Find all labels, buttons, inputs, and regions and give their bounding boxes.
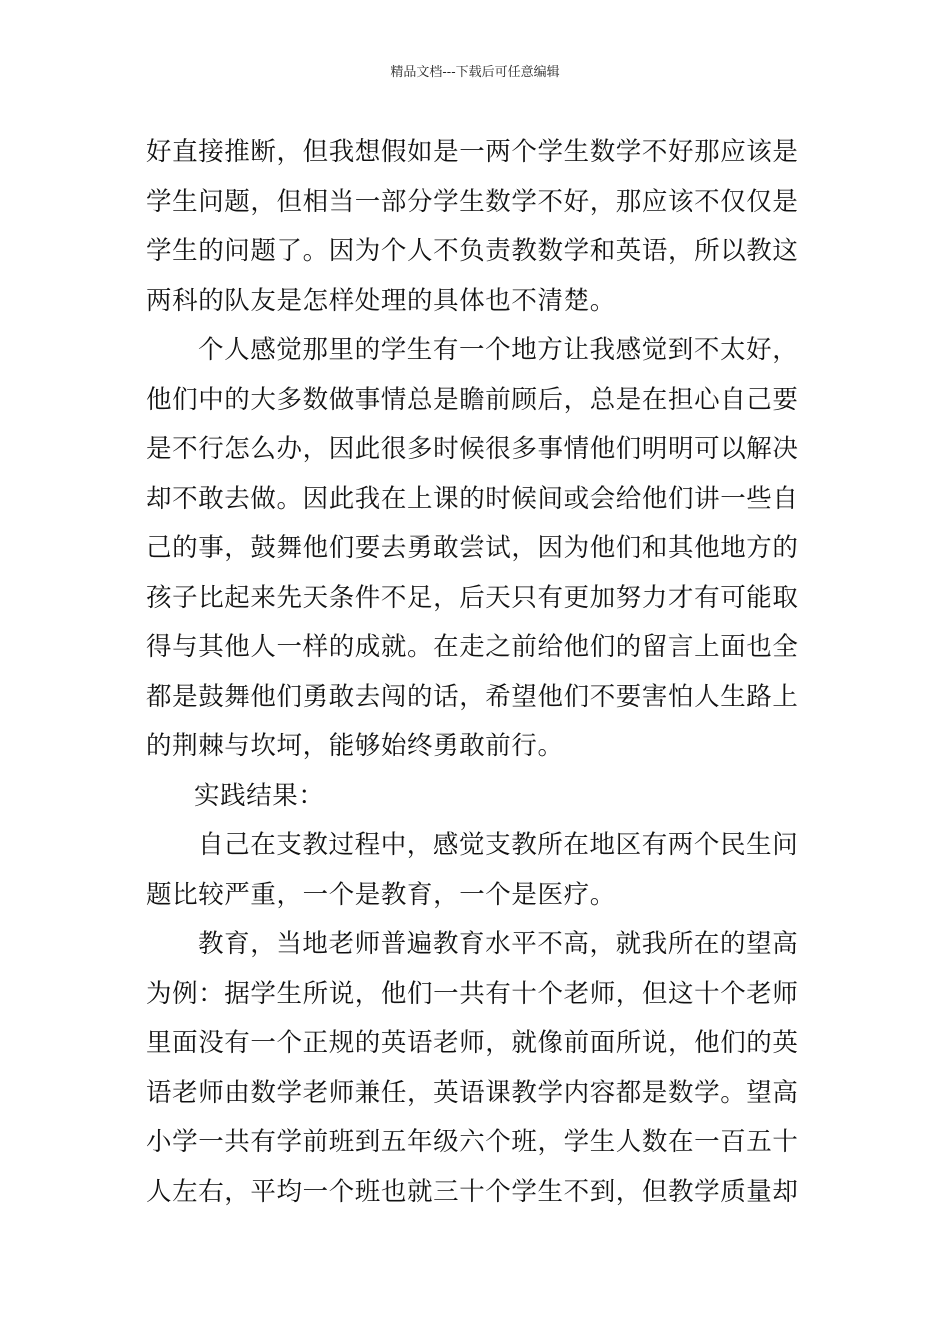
- text-line: 得与其他人一样的成就。在走之前给他们的留言上面也全: [146, 632, 799, 662]
- text-line: 个人感觉那里的学生有一个地方让我感觉到不太好，: [198, 335, 799, 365]
- text-line: 是不行怎么办，因此很多时候很多事情他们明明可以解决: [146, 434, 799, 464]
- text-line: 题比较严重，一个是教育，一个是医疗。: [146, 879, 616, 910]
- text-line: 他们中的大多数做事情总是瞻前顾后，总是在担心自己要: [146, 384, 799, 415]
- text-line: 自己在支教过程中，感觉支教所在地区有两个民生问: [198, 830, 799, 860]
- text-line: 却不敢去做。因此我在上课的时候间或会给他们讲一些自: [146, 483, 799, 514]
- text-line: 的荆棘与坎坷，能够始终勇敢前行。: [146, 731, 564, 761]
- page-header: 精品文档---下载后可任意编辑: [390, 65, 560, 80]
- text-line: 学生的问题了。因为个人不负责教数学和英语，所以教这: [146, 236, 799, 266]
- text-line: 学生问题，但相当一部分学生数学不好，那应该不仅仅是: [146, 186, 799, 217]
- text-line: 教育，当地老师普遍教育水平不高，就我所在的望高: [198, 929, 799, 959]
- text-line: 为例：据学生所说，他们一共有十个老师，但这十个老师: [146, 978, 799, 1009]
- text-line: 里面没有一个正规的英语老师，就像前面所说，他们的英: [146, 1028, 799, 1058]
- text-line: 好直接推断，但我想假如是一两个学生数学不好那应该是: [146, 137, 799, 167]
- section-heading: 实践结果：: [194, 780, 325, 811]
- text-line: 孩子比起来先天条件不足，后天只有更加努力才有可能取: [146, 582, 799, 613]
- text-line: 语老师由数学老师兼任，英语课教学内容都是数学。望高: [146, 1077, 799, 1108]
- text-line: 己的事，鼓舞他们要去勇敢尝试，因为他们和其他地方的: [146, 533, 799, 563]
- document-body: [146, 128, 806, 1217]
- text-line: 两科的队友是怎样处理的具体也不清楚。: [146, 285, 616, 316]
- text-line: 小学一共有学前班到五年级六个班，学生人数在一百五十: [146, 1127, 799, 1157]
- text-line: 人左右，平均一个班也就三十个学生不到，但教学质量却: [146, 1176, 799, 1207]
- text-line: 都是鼓舞他们勇敢去闯的话，希望他们不要害怕人生路上: [146, 681, 799, 712]
